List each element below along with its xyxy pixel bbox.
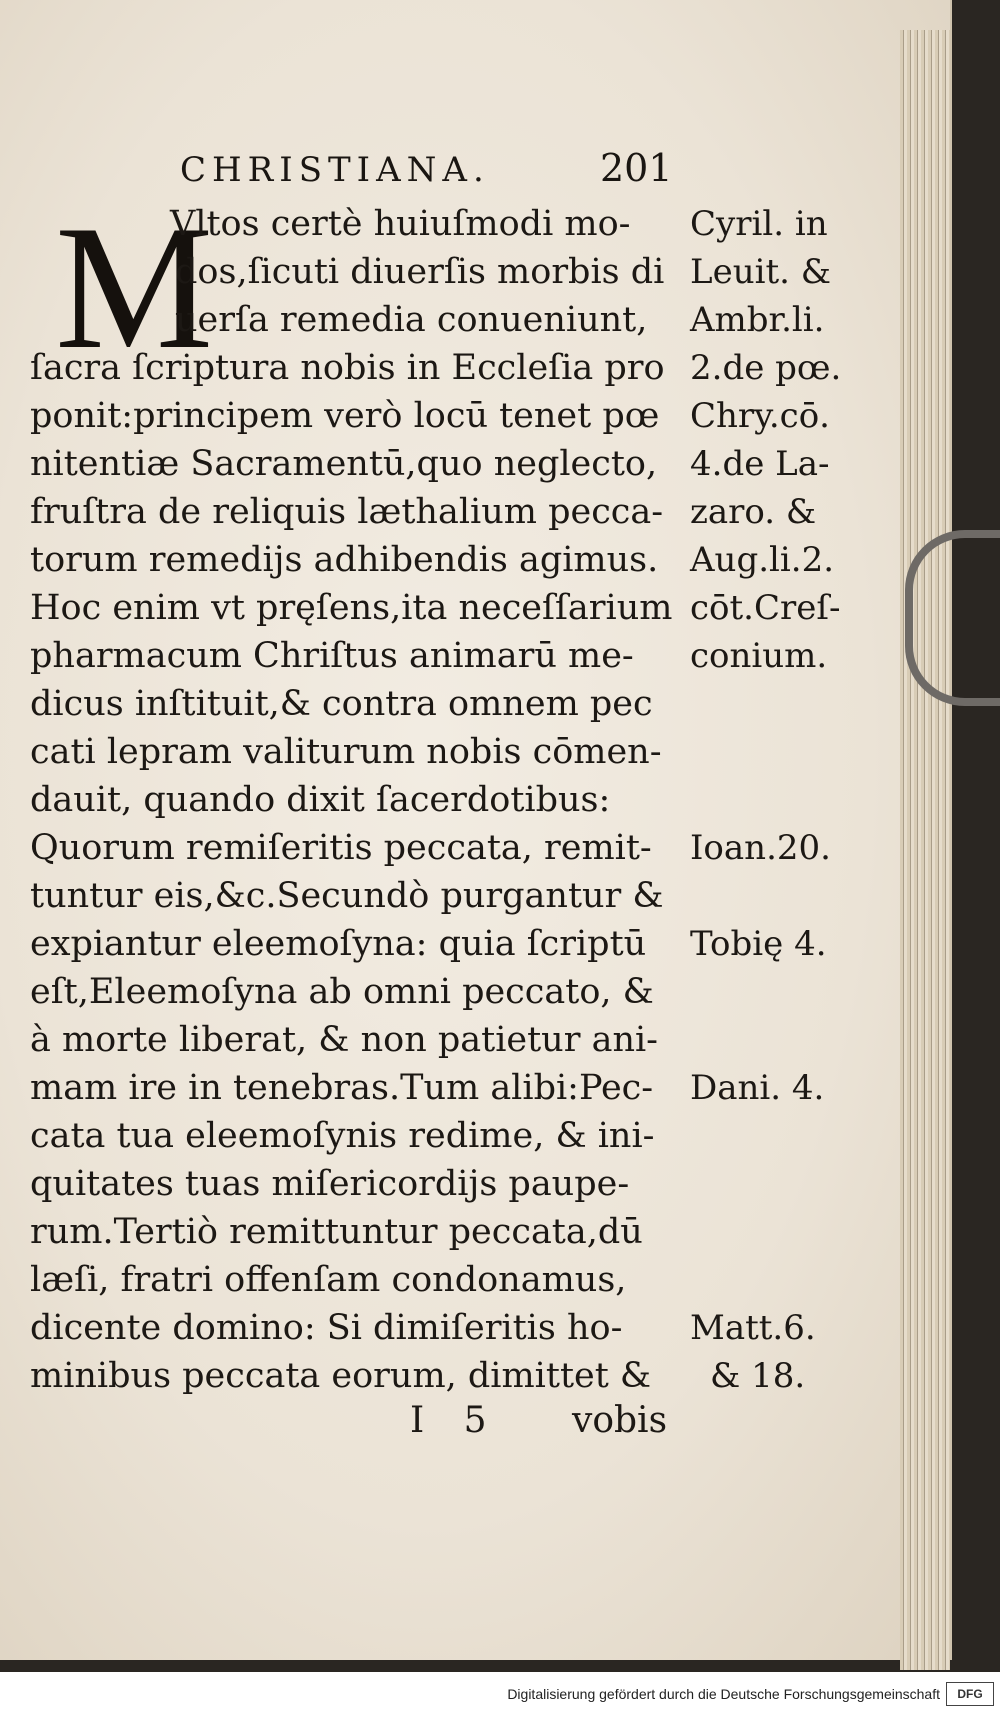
text-line: tuntur eis,&c.Secundò purgantur & — [30, 876, 664, 916]
text-line: Vltos certè huiuſmodi mo- — [170, 204, 631, 244]
text-line: nitentiæ Sacramentū,quo neglecto, — [30, 444, 658, 484]
margin-note: Matt.6. — [690, 1308, 816, 1348]
page-number: 201 — [600, 146, 673, 190]
margin-note: Chry.cō. — [690, 396, 830, 436]
page-edges — [900, 30, 950, 1670]
text-line: cata tua eleemoſynis redime, & ini- — [30, 1116, 655, 1156]
funding-credit: Digitalisierung gefördert durch die Deutsche Forschungsgemeinschaft — [507, 1686, 940, 1702]
text-line: dos,ſicuti diuerſis morbis di — [175, 252, 665, 292]
running-head: CHRISTIANA. — [180, 150, 490, 190]
text-line: pharmacum Chriſtus animarū me- — [30, 636, 634, 676]
text-line: læſi, fratri offenſam condonamus, — [30, 1260, 627, 1300]
margin-note: Ioan.20. — [690, 828, 831, 868]
margin-note: 4.de La- — [690, 444, 830, 484]
margin-note: Ambr.li. — [690, 300, 825, 340]
text-line: Quorum remiſeritis peccata, remit- — [30, 828, 652, 868]
text-line: torum remedijs adhibendis agimus. — [30, 540, 659, 580]
margin-note: conium. — [690, 636, 828, 676]
text-line: quitates tuas miſericordijs paupe- — [30, 1164, 630, 1204]
text-line: cati lepram valiturum nobis cōmen- — [30, 732, 662, 772]
text-line: rum.Tertiò remittuntur peccata,dū — [30, 1212, 643, 1252]
text-line: eſt,Eleemoſyna ab omni peccato, & — [30, 972, 654, 1012]
text-line: à morte liberat, & non patietur ani- — [30, 1020, 659, 1060]
text-line: ponit:principem verò locū tenet pœ — [30, 396, 660, 436]
dfg-logo: DFG — [946, 1682, 994, 1706]
text-line: dicus inſtituit,& contra omnem pec — [30, 684, 653, 724]
text-line: uerſa remedia conueniunt, — [175, 300, 648, 340]
text-line: mam ire in tenebras.Tum alibi:Pec- — [30, 1068, 654, 1108]
margin-note: Aug.li.2. — [690, 540, 835, 580]
text-line: dicente domino: Si dimiſeritis ho- — [30, 1308, 623, 1348]
margin-note: Tobię 4. — [690, 924, 827, 964]
margin-note: 2.de pœ. — [690, 348, 842, 388]
digitization-footer — [0, 1672, 1000, 1716]
margin-note: Leuit. & — [690, 252, 832, 292]
margin-note: & 18. — [710, 1356, 806, 1396]
margin-note: Cyril. in — [690, 204, 828, 244]
text-line: Hoc enim vt pręſens,ita neceſſarium — [30, 588, 673, 628]
margin-note: zaro. & — [690, 492, 817, 532]
catchword: vobis — [572, 1400, 668, 1441]
text-line: minibus peccata eorum, dimittet & — [30, 1356, 652, 1396]
margin-note: Dani. 4. — [690, 1068, 825, 1108]
text-line: fruſtra de reliquis læthalium pecca- — [30, 492, 664, 532]
text-line: expiantur eleemoſyna: quia ſcriptū — [30, 924, 647, 964]
decorated-initial: M — [55, 188, 214, 386]
signature-mark: I 5 — [410, 1400, 501, 1441]
book-clasp — [905, 530, 1000, 706]
text-line: ſacra ſcriptura nobis in Eccleſia pro — [30, 348, 665, 388]
text-line: dauit, quando dixit ſacerdotibus: — [30, 780, 611, 820]
page-foot-line — [0, 1400, 700, 1450]
margin-note: cōt.Creſ- — [690, 588, 841, 628]
